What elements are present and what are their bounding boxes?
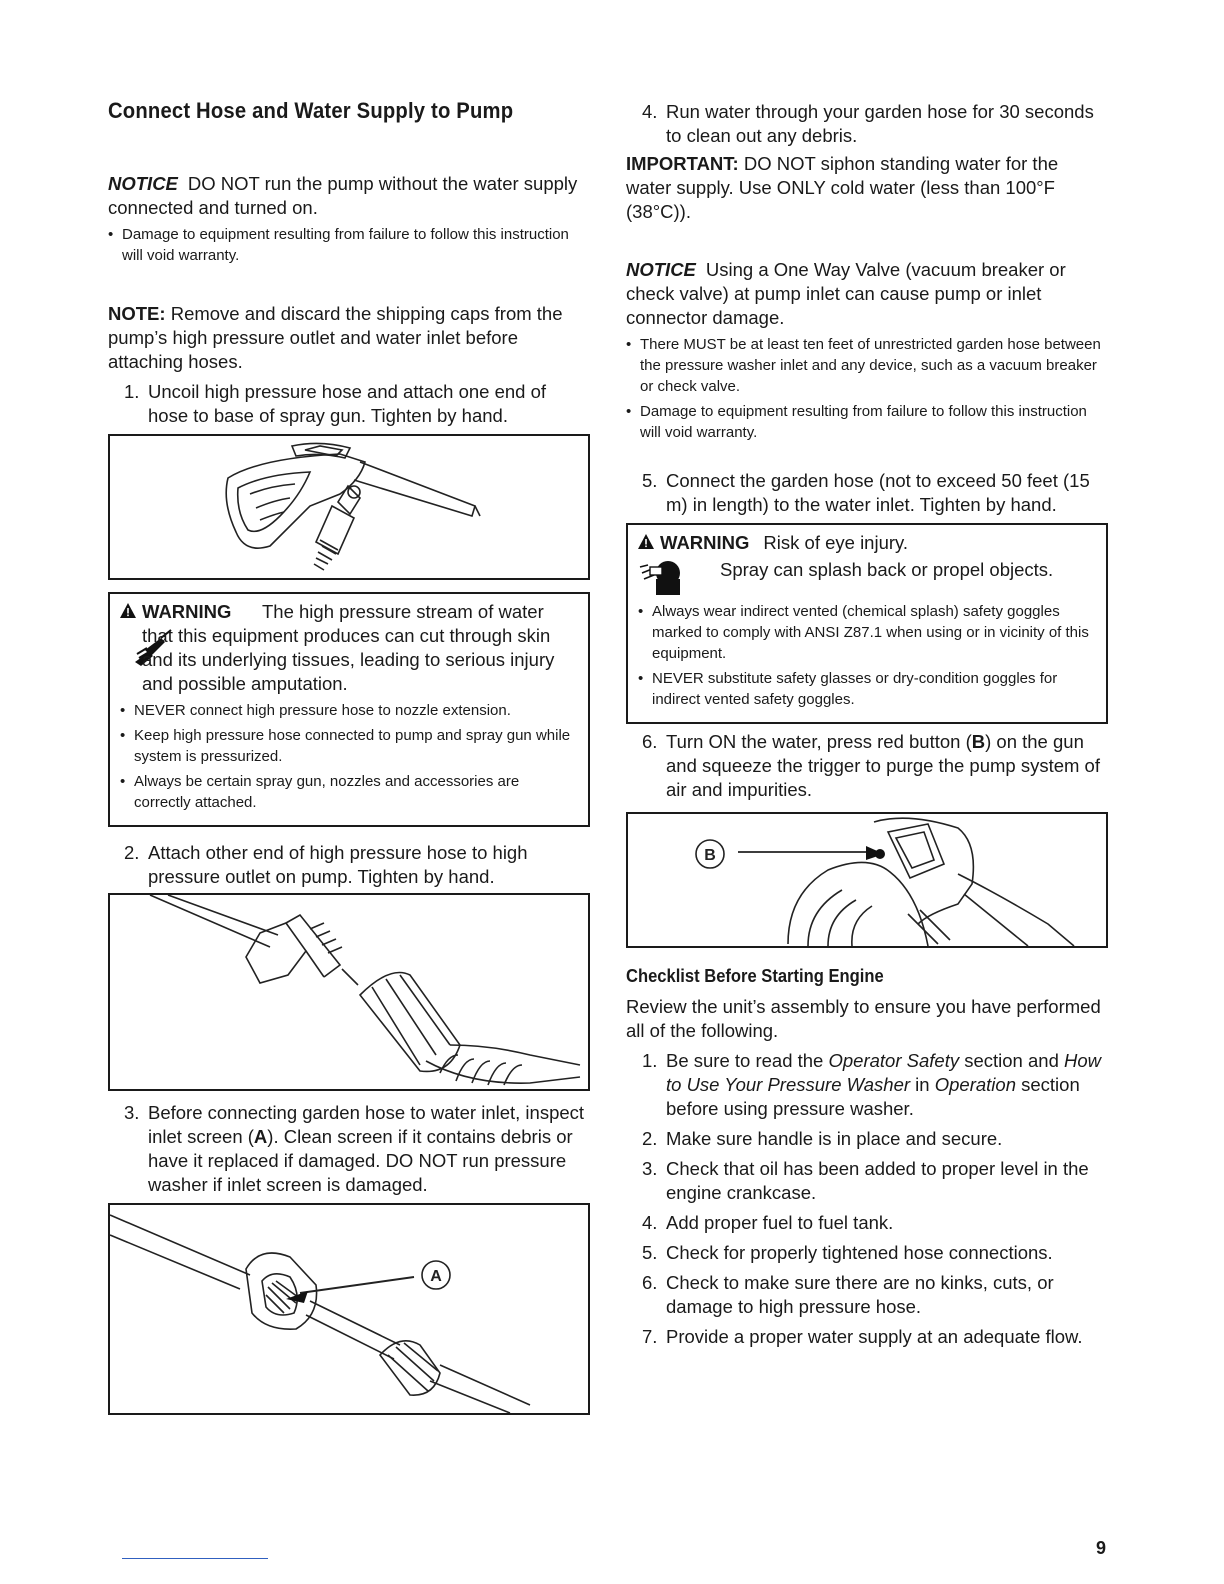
checklist-intro: Review the unit’s assembly to ensure you have performed all of the following.: [626, 996, 1101, 1041]
checklist-item: 5. Check for properly tightened hose connections.: [642, 1242, 1053, 1263]
checklist-list: [626, 1049, 1108, 1349]
warning-label: WARNING: [660, 532, 750, 553]
warning-line-1: Risk of eye injury.: [763, 532, 909, 553]
spray-gun-figure: [108, 434, 590, 580]
hose-outlet-figure: [108, 893, 590, 1091]
note-paragraph: [108, 302, 590, 374]
right-column: [626, 100, 1108, 1355]
eye-injury-hazard-icon: [638, 555, 708, 597]
warning-bullet: • Keep high pressure hose connected to pump and spray gun while system is pressurized.: [120, 725, 578, 767]
checklist-title: Checklist Before Starting Engine: [626, 966, 884, 986]
checklist-item: 3. Check that oil has been added to proper level in the engine crankcase.: [642, 1158, 1089, 1203]
important-label: IMPORTANT:: [626, 153, 739, 174]
note-label: NOTE:: [108, 303, 166, 324]
warning-text: The high pressure stream of water that this equipment produces can cut through skin and its underlying tissues, leading to serious injury and possible amputation.: [142, 601, 555, 694]
checklist-item: 2. Make sure handle is in place and secure.: [642, 1128, 1003, 1149]
warning-triangle-icon: [638, 531, 656, 555]
warning-bullet: • Always be certain spray gun, nozzles and accessories are correctly attached.: [120, 771, 578, 813]
notice-label: NOTICE: [626, 259, 696, 280]
hose-fitting-illustration: [110, 895, 588, 1089]
callout-a-label: A: [430, 1268, 442, 1285]
step-4: 4. Run water through your garden hose for 30 seconds to clean out any debris.: [642, 101, 1094, 146]
step-2: 2. Attach other end of high pressure hose to high pressure outlet on pump. Tighten by hand.: [124, 842, 528, 887]
warning-line-2: Spray can splash back or propel objects.: [720, 559, 1054, 580]
notice-bullet: • Damage to equipment resulting from failure to follow this instruction will void warranty.: [108, 224, 590, 266]
notice-bullet: • Damage to equipment resulting from failure to follow this instruction will void warranty.: [626, 401, 1108, 443]
notice-block-valve: [626, 258, 1108, 443]
red-button-figure: [626, 812, 1108, 948]
notice-label: NOTICE: [108, 173, 178, 194]
section-title: Connect Hose and Water Supply to Pump: [108, 98, 514, 123]
important-text: DO NOT siphon standing water for the water supply. Use ONLY cold water (less than 100°F (38°C)).: [626, 153, 1059, 222]
warning-box-eye-injury: [626, 523, 1108, 724]
warning-label: WARNING: [142, 601, 232, 622]
step-5: 5. Connect the garden hose (not to exceed 50 feet (15 m) in length) to the water inlet. Tighten by hand.: [642, 470, 1090, 515]
footer-rule: [122, 1558, 268, 1559]
ref-b: B: [971, 731, 986, 752]
notice-block: [108, 172, 590, 266]
spray-gun-button-illustration: [628, 814, 1106, 946]
left-column: [108, 98, 590, 1415]
checklist-item: 6. Check to make sure there are no kinks, cuts, or damage to high pressure hose.: [642, 1272, 1054, 1317]
step-1: 1. Uncoil high pressure hose and attach one end of hose to base of spray gun. Tighten by hand.: [124, 381, 547, 426]
warning-bullet: • Always wear indirect vented (chemical splash) safety goggles marked to comply with ANSI Z87.1 when using or in vicinity of this equipment.: [638, 601, 1096, 664]
inlet-screen-illustration: [110, 1205, 588, 1413]
spray-gun-illustration: [110, 436, 588, 578]
checklist-item: 7. Provide a proper water supply at an adequate flow.: [642, 1326, 1083, 1347]
step-3: 3. Before connecting garden hose to water inlet, inspect inlet screen (A). Clean screen if it contains debris or have it replaced if damaged. DO NOT run pressure washer if inlet screen is damaged.: [124, 1102, 585, 1195]
notice-text: DO NOT run the pump without the water supply connected and turned on.: [108, 173, 578, 218]
ref-a: A: [253, 1126, 268, 1147]
notice-bullet: • There MUST be at least ten feet of unrestricted garden hose between the pressure washer inlet and any device, such as a vacuum breaker or check valve.: [626, 334, 1108, 397]
warning-box-high-pressure: [108, 592, 590, 827]
step-6: 6. Turn ON the water, press red button (B) on the gun and squeeze the trigger to purge the pump system of air and impurities.: [642, 731, 1100, 800]
note-text: Remove and discard the shipping caps from the pump’s high pressure outlet and water inlet before attaching hoses.: [108, 303, 563, 372]
page-number: 9: [1095, 1538, 1106, 1558]
callout-b-label: B: [704, 847, 716, 864]
warning-bullet: • NEVER substitute safety glasses or dry-condition goggles for indirect vented safety goggles.: [638, 668, 1096, 710]
notice-text: Using a One Way Valve (vacuum breaker or check valve) at pump inlet can cause pump or inlet connector damage.: [626, 259, 1066, 328]
checklist-item: 1. Be sure to read the Operator Safety section and How to Use Your Pressure Washer in Operation section before using pressure washer.: [642, 1050, 1102, 1119]
warning-bullet: • NEVER connect high pressure hose to nozzle extension.: [120, 700, 578, 721]
inlet-screen-figure: [108, 1203, 590, 1415]
checklist-item: 4. Add proper fuel to fuel tank.: [642, 1212, 894, 1233]
important-paragraph: [626, 152, 1108, 224]
